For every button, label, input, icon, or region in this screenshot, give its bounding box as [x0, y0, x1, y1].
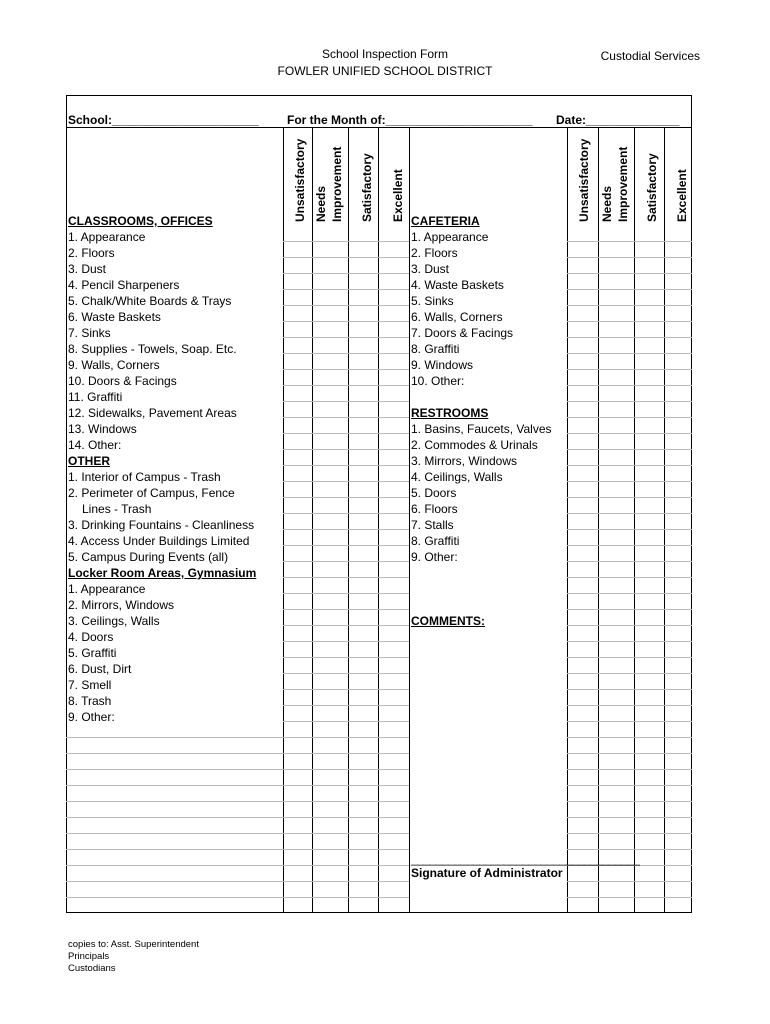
footer-principals: Principals: [68, 951, 110, 962]
rating-row-line: [567, 625, 692, 626]
rating-row-line: [567, 561, 692, 562]
blank-row-line: [66, 897, 283, 898]
rating-row-line: [283, 241, 409, 242]
rating-row-line: [567, 833, 692, 834]
rating-row-line: [567, 817, 692, 818]
checklist-item: 9. Windows: [411, 358, 474, 372]
col-improvement-right: Improvement: [616, 146, 630, 222]
rating-row-line: [283, 273, 409, 274]
month-field[interactable]: For the Month of:______________________: [287, 113, 533, 127]
rating-row-line: [283, 257, 409, 258]
checklist-item: 3. Mirrors, Windows: [411, 454, 518, 468]
checklist-item: 7. Smell: [68, 678, 112, 692]
rating-row-line: [283, 561, 409, 562]
checklist-item: 14. Other:: [68, 438, 122, 452]
grid-column-divider: [664, 127, 665, 913]
rating-row-line: [283, 641, 409, 642]
rating-row-line: [567, 321, 692, 322]
rating-row-line: [567, 337, 692, 338]
blank-row-line: [66, 865, 283, 866]
section-heading-locker-room: Locker Room Areas, Gymnasium: [68, 566, 257, 580]
rating-row-line: [283, 545, 409, 546]
grid-column-divider: [348, 127, 349, 913]
rating-row-line: [567, 305, 692, 306]
rating-row-line: [283, 609, 409, 610]
checklist-item: 8. Supplies - Towels, Soap. Etc.: [68, 342, 237, 356]
signature-label: Signature of Administrator: [411, 866, 563, 880]
blank-row-line: [66, 801, 283, 802]
blank-row-line: [66, 833, 283, 834]
checklist-item: 10. Doors & Facings: [68, 374, 177, 388]
checklist-item: 1. Basins, Faucets, Valves: [411, 422, 552, 436]
rating-row-line: [283, 497, 409, 498]
grid-column-divider: [567, 127, 568, 913]
rating-row-line: [283, 657, 409, 658]
rating-row-line: [283, 433, 409, 434]
checklist-item: 1. Interior of Campus - Trash: [68, 470, 221, 484]
rating-row-line: [283, 465, 409, 466]
checklist-item: 4. Access Under Buildings Limited: [68, 534, 250, 548]
checklist-item: 7. Stalls: [411, 518, 454, 532]
grid-column-divider: [378, 127, 379, 913]
rating-row-line: [567, 737, 692, 738]
department-name: Custodial Services: [600, 49, 700, 63]
rating-row-line: [283, 737, 409, 738]
blank-row-line: [66, 849, 283, 850]
section-heading-restrooms: RESTROOMS: [411, 406, 489, 420]
rating-row-line: [283, 785, 409, 786]
rating-row-line: [283, 369, 409, 370]
grid-column-divider: [409, 127, 410, 913]
rating-row-line: [567, 545, 692, 546]
rating-row-line: [283, 849, 409, 850]
rating-row-line: [567, 433, 692, 434]
checklist-item: 6. Floors: [411, 502, 458, 516]
rating-row-line: [283, 897, 409, 898]
rating-row-line: [567, 609, 692, 610]
checklist-item: 11. Graffiti: [68, 390, 123, 404]
school-field[interactable]: School:______________________: [68, 113, 259, 127]
rating-row-line: [567, 577, 692, 578]
checklist-item: 2. Perimeter of Campus, Fence: [68, 486, 235, 500]
checklist-item: 8. Trash: [68, 694, 112, 708]
checklist-item: 3. Dust: [68, 262, 107, 276]
rating-row-line: [567, 401, 692, 402]
blank-row-line: [66, 817, 283, 818]
section-heading-comments: COMMENTS:: [411, 614, 485, 628]
checklist-item: 5. Doors: [411, 486, 457, 500]
section-heading-classrooms: CLASSROOMS, OFFICES: [68, 214, 213, 228]
rating-row-line: [283, 449, 409, 450]
rating-row-line: [567, 769, 692, 770]
col-excellent-right: Excellent: [675, 169, 689, 222]
checklist-item: 2. Floors: [411, 246, 458, 260]
rating-row-line: [283, 881, 409, 882]
checklist-item: 7. Sinks: [68, 326, 111, 340]
grid-column-divider: [598, 127, 599, 913]
checklist-item: 2. Commodes & Urinals: [411, 438, 538, 452]
rating-row-line: [567, 353, 692, 354]
rating-row-line: [283, 305, 409, 306]
rating-row-line: [283, 625, 409, 626]
checklist-item: 2. Mirrors, Windows: [68, 598, 175, 612]
checklist-item: 1. Appearance: [411, 230, 489, 244]
col-excellent-left: Excellent: [391, 169, 405, 222]
checklist-item: 13. Windows: [68, 422, 137, 436]
col-needs-left: Needs: [314, 185, 328, 222]
checklist-item: 1. Appearance: [68, 582, 146, 596]
rating-row-line: [567, 385, 692, 386]
rating-row-line: [567, 241, 692, 242]
grid-column-divider: [312, 127, 313, 913]
col-satisfactory-right: Satisfactory: [645, 153, 659, 222]
rating-row-line: [567, 721, 692, 722]
col-unsatisfactory-left: Unsatisfactory: [293, 138, 307, 222]
checklist-item: 4. Doors: [68, 630, 114, 644]
rating-row-line: [567, 785, 692, 786]
date-field[interactable]: Date:______________: [556, 113, 680, 127]
rating-row-line: [567, 849, 692, 850]
checklist-item: Lines - Trash: [82, 502, 152, 516]
form-title: School Inspection Form: [321, 47, 449, 61]
blank-row-line: [66, 753, 283, 754]
col-unsatisfactory-right: Unsatisfactory: [577, 138, 591, 222]
rating-row-line: [567, 593, 692, 594]
checklist-item: 6. Dust, Dirt: [68, 662, 132, 676]
rating-row-line: [567, 657, 692, 658]
rating-row-line: [283, 513, 409, 514]
rating-row-line: [567, 417, 692, 418]
checklist-item: 1. Appearance: [68, 230, 146, 244]
checklist-item: 8. Graffiti: [411, 342, 460, 356]
checklist-item: 3. Ceilings, Walls: [68, 614, 160, 628]
col-improvement-left: Improvement: [330, 146, 344, 222]
rating-row-line: [567, 673, 692, 674]
grid-column-divider: [283, 127, 284, 913]
rating-row-line: [567, 705, 692, 706]
rating-row-line: [567, 753, 692, 754]
checklist-item: 4. Pencil Sharpeners: [68, 278, 180, 292]
rating-row-line: [283, 865, 409, 866]
rating-row-line: [567, 449, 692, 450]
rating-row-line: [567, 529, 692, 530]
checklist-item: 9. Walls, Corners: [68, 358, 160, 372]
rating-row-line: [283, 417, 409, 418]
section-heading-cafeteria: CAFETERIA: [411, 214, 480, 228]
rating-row-line: [567, 465, 692, 466]
rating-row-line: [283, 593, 409, 594]
checklist-item: 8. Graffiti: [411, 534, 460, 548]
rating-row-line: [283, 817, 409, 818]
rating-row-line: [283, 353, 409, 354]
rating-row-line: [567, 897, 692, 898]
rating-row-line: [283, 401, 409, 402]
grid-column-divider: [634, 127, 635, 913]
rating-row-line: [283, 385, 409, 386]
checklist-item: 10. Other:: [411, 374, 465, 388]
rating-row-line: [283, 833, 409, 834]
rating-row-line: [567, 497, 692, 498]
rating-row-line: [283, 753, 409, 754]
rating-row-line: [283, 673, 409, 674]
rating-row-line: [283, 529, 409, 530]
rating-row-line: [283, 705, 409, 706]
rating-row-line: [567, 689, 692, 690]
checklist-item: 7. Doors & Facings: [411, 326, 514, 340]
footer-copies: copies to: Asst. Superintendent: [68, 939, 199, 950]
checklist-item: 5. Chalk/White Boards & Trays: [68, 294, 232, 308]
checklist-item: 5. Sinks: [411, 294, 454, 308]
rating-row-line: [283, 577, 409, 578]
checklist-item: 9. Other:: [68, 710, 115, 724]
checklist-item: 6. Walls, Corners: [411, 310, 503, 324]
blank-row-line: [66, 737, 283, 738]
rating-row-line: [567, 641, 692, 642]
signature-line[interactable]: _____________________________________: [411, 852, 640, 866]
checklist-item: 6. Waste Baskets: [68, 310, 161, 324]
rating-row-line: [283, 769, 409, 770]
checklist-item: 12. Sidewalks, Pavement Areas: [68, 406, 237, 420]
rating-row-line: [567, 513, 692, 514]
checklist-item: 4. Ceilings, Walls: [411, 470, 503, 484]
checklist-item: 4. Waste Baskets: [411, 278, 504, 292]
rating-row-line: [567, 289, 692, 290]
rating-row-line: [283, 481, 409, 482]
rating-row-line: [283, 721, 409, 722]
col-needs-right: Needs: [600, 185, 614, 222]
district-name: FOWLER UNIFIED SCHOOL DISTRICT: [277, 64, 493, 78]
checklist-item: 3. Drinking Fountains - Cleanliness: [68, 518, 255, 532]
rating-row-line: [567, 257, 692, 258]
section-heading-other: OTHER: [68, 454, 110, 468]
blank-row-line: [66, 785, 283, 786]
rating-row-line: [283, 289, 409, 290]
rating-row-line: [283, 321, 409, 322]
rating-row-line: [567, 801, 692, 802]
checklist-item: 5. Campus During Events (all): [68, 550, 229, 564]
rating-row-line: [567, 273, 692, 274]
checklist-item: 9. Other:: [411, 550, 458, 564]
checklist-item: 3. Dust: [411, 262, 450, 276]
rating-row-line: [283, 337, 409, 338]
rating-row-line: [567, 481, 692, 482]
footer-custodians: Custodians: [68, 963, 116, 974]
col-satisfactory-left: Satisfactory: [360, 153, 374, 222]
rating-row-line: [283, 689, 409, 690]
blank-row-line: [66, 769, 283, 770]
blank-row-line: [66, 881, 283, 882]
rating-row-line: [567, 881, 692, 882]
rating-row-line: [567, 369, 692, 370]
checklist-item: 5. Graffiti: [68, 646, 117, 660]
checklist-item: 2. Floors: [68, 246, 115, 260]
rating-row-line: [283, 801, 409, 802]
